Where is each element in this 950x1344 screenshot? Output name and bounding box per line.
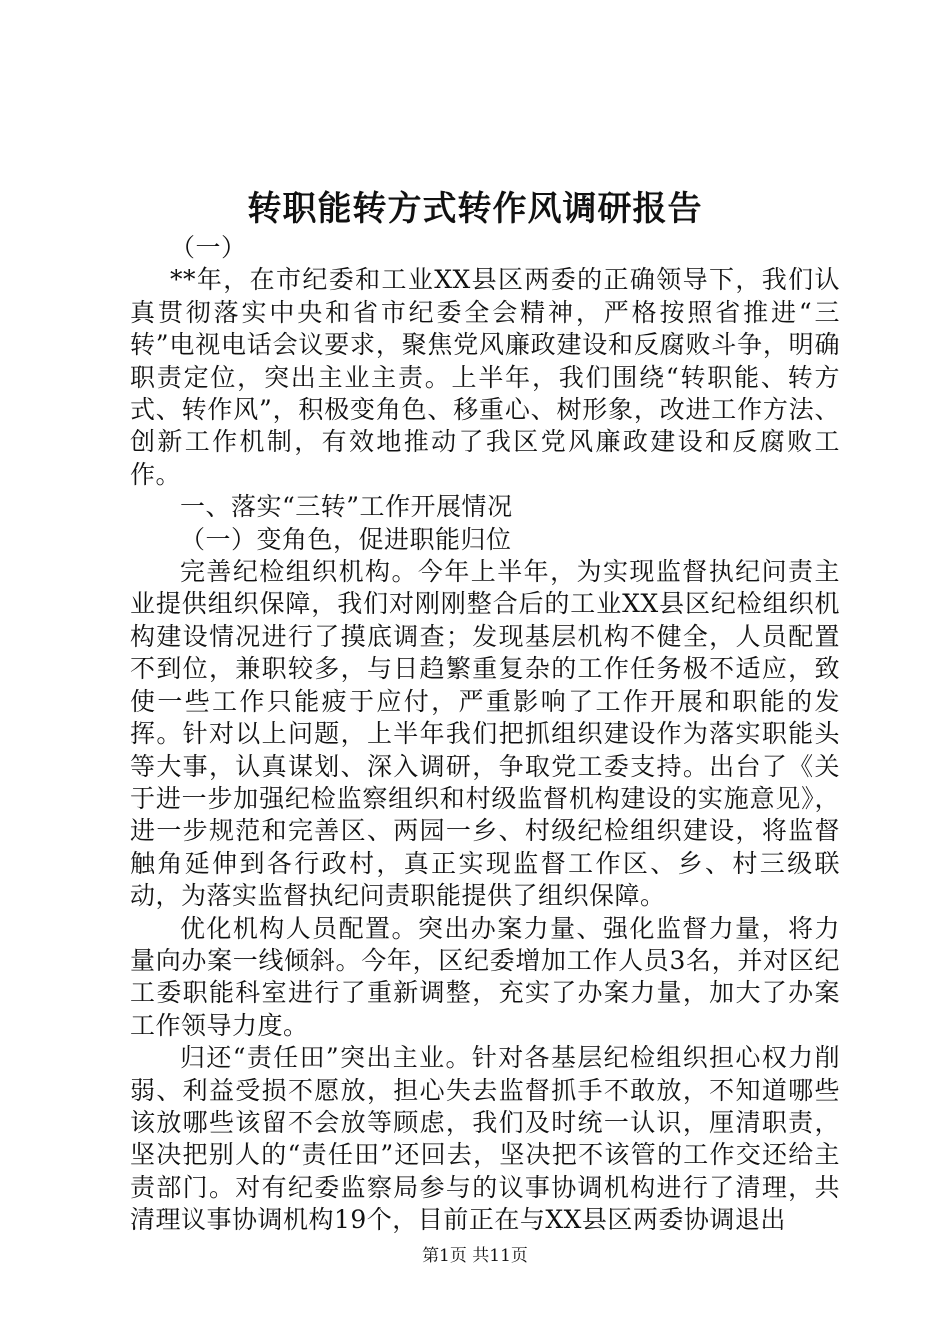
paragraph-intro: **年，在市纪委和工业XX县区两委的正确领导下，我们认真贯彻落实中央和省市纪委全会精神，严格按照省推进“三转”电视电话会议要求，聚焦党风廉政建设和反腐败斗争，明确职责定位，突出主业主责。上半年，我们围绕“转职能、转方式、转作风”，积极变角色、移重心、树形象，改进工作方法、创新工作机制，有效地推动了我区党风廉政建设和反腐败工作。 [130,265,840,489]
heading-subsection-one: （一）变角色，促进职能归位 [180,524,512,554]
paragraph-section-number: （一） [170,233,247,262]
paragraph-organization: 完善纪检组织机构。今年上半年，为实现监督执纪问责主业提供组织保障，我们对刚刚整合后的工业XX县区纪检组织机构建设情况进行了摸底调查；发现基层机构不健全，人员配置不到位，兼职较多，与日趋繁重复杂的工作任务极不适应，致使一些工作只能疲于应付，严重影响了工作开展和职能的发挥。针对以上问题，上半年我们把抓组织建设作为落实职能头等大事，认真谋划、深入调研，争取党工委支持。出台了《关于进一步加强纪检监察组织和村级监督机构建设的实施意见》，进一步规范和完善区、两园一乡、村级纪检组织建设，将监督触角延伸到各行政村，真正实现监督工作区、乡、村三级联动，为落实监督执纪问责职能提供了组织保障。 [130,557,840,911]
document-body [130,232,840,1237]
document-title: 转职能转方式转作风调研报告 [247,189,703,229]
paragraph-staffing: 优化机构人员配置。突出办案力量、强化监督力量，将力量向办案一线倾斜。今年，区纪委增加工作人员3名，并对区纪工委职能科室进行了重新调整，充实了办案力量，加大了办案工作领导力度。 [130,913,840,1040]
page-footer: 第1页 共11页 [422,1246,528,1266]
heading-section-one: 一、落实“三转”工作开展情况 [180,492,513,522]
paragraph-responsibility: 归还“责任田”突出主业。针对各基层纪检组织担心权力削弱、利益受损不愿放，担心失去监督抓手不敢放，不知道哪些该放哪些该留不会放等顾虑，我们及时统一认识，厘清职责，坚决把别人的“责任田”还回去，坚决把不该管的工作交还给主责部门。对有纪委监察局参与的议事协调机构进行了清理，共清理议事协调机构19个，目前正在与XX县区两委协调退出 [130,1043,840,1235]
